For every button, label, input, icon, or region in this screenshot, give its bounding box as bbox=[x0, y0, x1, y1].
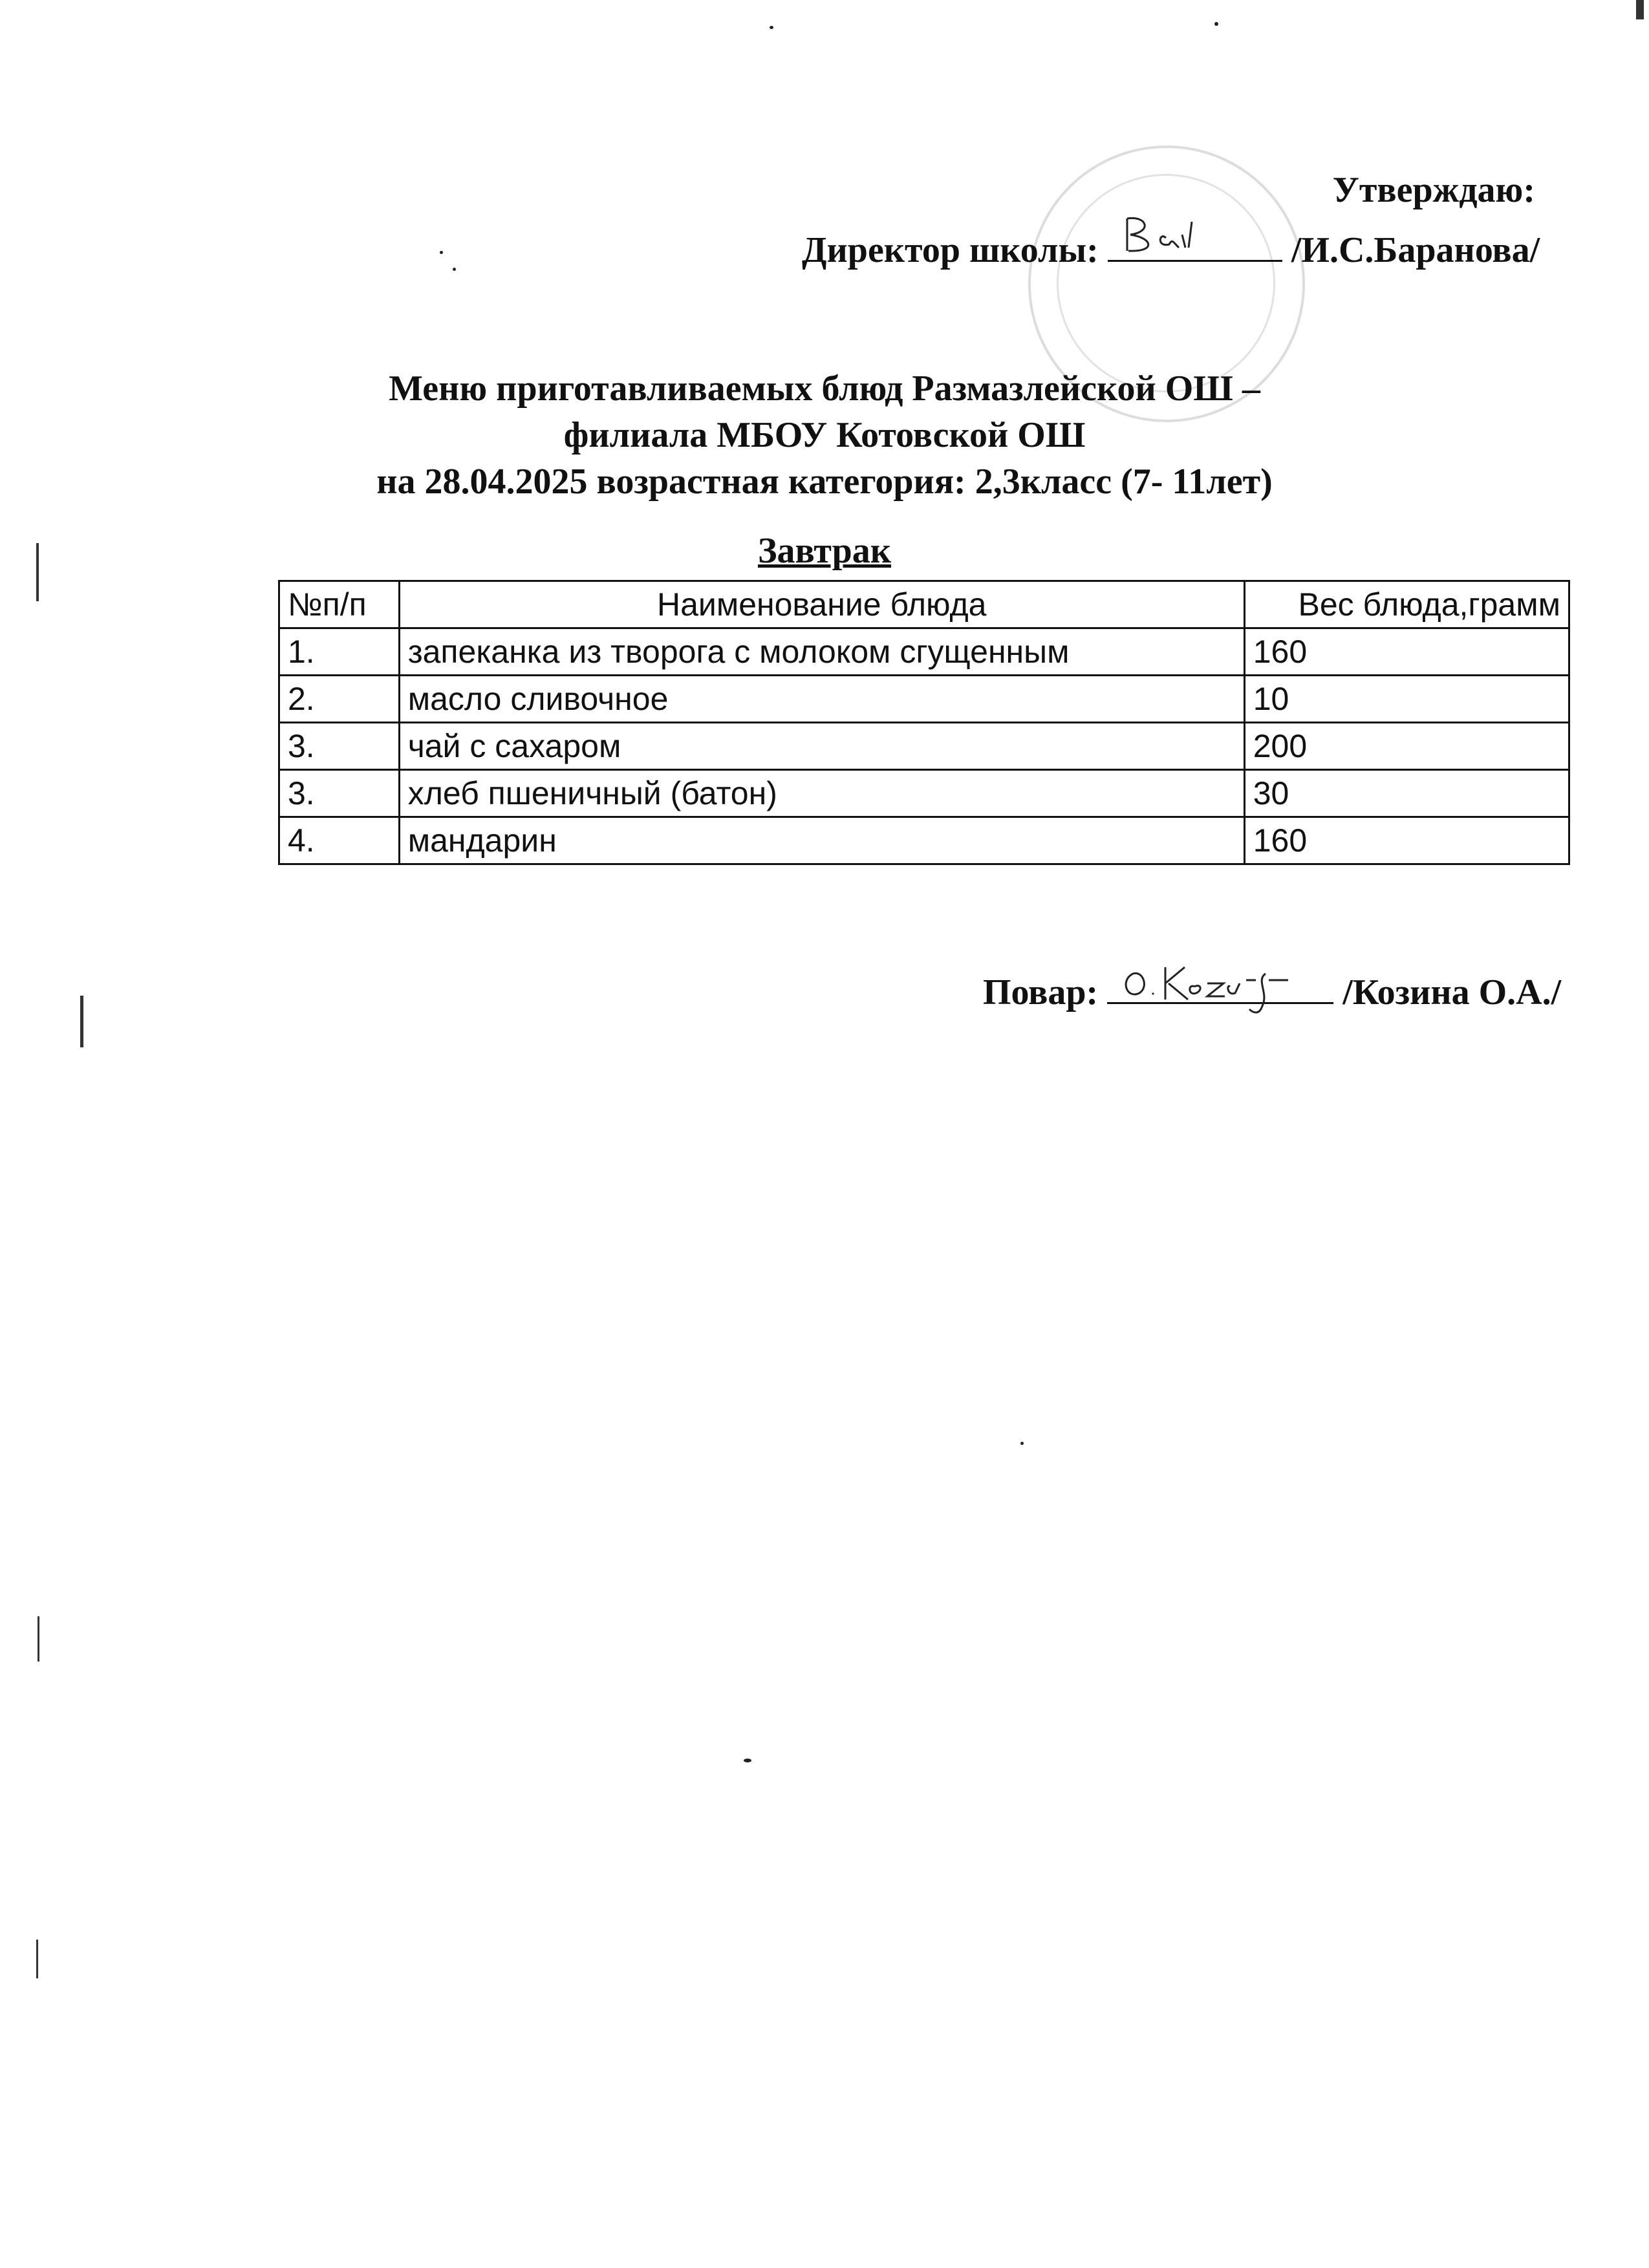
header-dish: Наименование блюда bbox=[399, 581, 1244, 628]
row-dish: масло сливочное bbox=[399, 676, 1244, 723]
row-number: 3. bbox=[279, 723, 400, 770]
table-row bbox=[279, 770, 1569, 817]
scan-edge-mark bbox=[38, 1616, 39, 1662]
row-dish: запеканка из творога с молоком сгущенным bbox=[399, 628, 1244, 676]
header-number: №п/п bbox=[279, 581, 400, 628]
row-number: 3. bbox=[279, 770, 400, 817]
row-dish: хлеб пшеничный (батон) bbox=[399, 770, 1244, 817]
scan-speck bbox=[1214, 22, 1218, 26]
row-dish: мандарин bbox=[399, 817, 1244, 864]
table-header-row bbox=[279, 581, 1569, 628]
cook-label: Повар: bbox=[983, 972, 1099, 1012]
director-signature-icon bbox=[1121, 212, 1224, 264]
cook-name: /Козина О.А./ bbox=[1342, 972, 1562, 1012]
row-weight: 160 bbox=[1244, 628, 1569, 676]
scan-speck bbox=[453, 268, 456, 271]
table-row bbox=[279, 723, 1569, 770]
meal-heading bbox=[0, 530, 1649, 572]
row-weight: 200 bbox=[1244, 723, 1569, 770]
scan-edge-mark bbox=[1636, 0, 1644, 19]
cook-signature-line bbox=[983, 970, 1561, 1013]
title-line-2: филиала МБОУ Котовской ОШ bbox=[563, 415, 1086, 455]
table-row bbox=[279, 817, 1569, 864]
approval-label: Утверждаю: bbox=[1332, 170, 1535, 210]
menu-table bbox=[278, 580, 1570, 865]
row-weight: 30 bbox=[1244, 770, 1569, 817]
title-line-1: Меню приготавливаемых блюд Размазлейской ОШ – bbox=[389, 369, 1260, 409]
scan-speck bbox=[770, 26, 773, 29]
title-line-3: на 28.04.2025 возрастная категория: 2,3класс (7- 11лет) bbox=[376, 462, 1273, 502]
scan-speck bbox=[440, 251, 443, 254]
director-name: /И.С.Баранова/ bbox=[1291, 230, 1540, 270]
row-weight: 160 bbox=[1244, 817, 1569, 864]
cook-signature-blank bbox=[1107, 970, 1333, 1004]
table-row bbox=[279, 676, 1569, 723]
director-signature-line bbox=[802, 228, 1540, 271]
stamp-inner-ring bbox=[1057, 174, 1275, 392]
scan-speck bbox=[1020, 1442, 1024, 1445]
director-signature-blank bbox=[1108, 228, 1282, 262]
row-number: 2. bbox=[279, 676, 400, 723]
row-weight: 10 bbox=[1244, 676, 1569, 723]
row-number: 4. bbox=[279, 817, 400, 864]
row-dish: чай с сахаром bbox=[399, 723, 1244, 770]
row-number: 1. bbox=[279, 628, 400, 676]
cook-signature-icon bbox=[1120, 954, 1333, 1025]
header-weight: Вес блюда,грамм bbox=[1244, 581, 1569, 628]
scan-speck bbox=[744, 1759, 751, 1762]
table-row bbox=[279, 628, 1569, 676]
scan-edge-mark bbox=[36, 1940, 38, 1978]
director-label: Директор школы: bbox=[802, 230, 1099, 270]
scan-edge-mark bbox=[80, 996, 83, 1047]
meal-name: Завтрак bbox=[757, 531, 891, 571]
document-title bbox=[0, 365, 1649, 505]
